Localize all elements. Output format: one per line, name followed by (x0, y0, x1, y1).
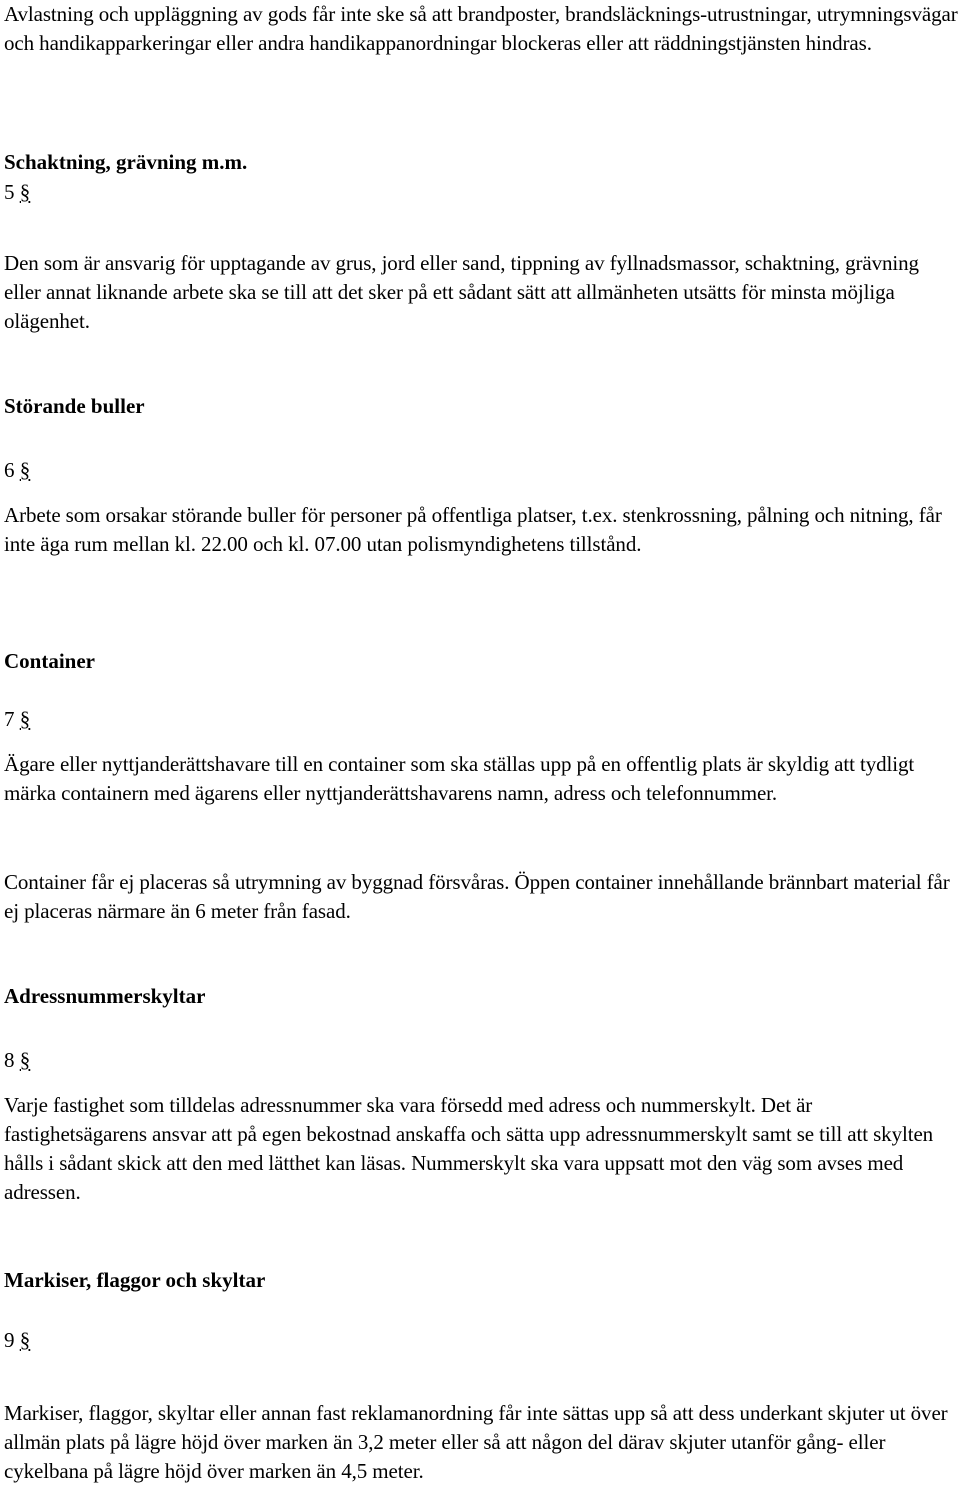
intro-paragraph: Avlastning och uppläggning av gods får inte ske så att brandposter, brandsläcknings-utrustningar, utrymningsvägar och handikapparkeringar eller andra handikappanordningar blockeras eller att räddningstjänsten hindras. (4, 2, 958, 55)
section-number-7: 7 § (4, 707, 31, 731)
section-heading-markiser: Markiser, flaggor och skyltar (4, 1268, 266, 1292)
paragraph-sign: § (19, 180, 31, 204)
section-7-paragraph-1: Ägare eller nyttjanderättshavare till en container som ska ställas upp på en offentlig plats är skyldig att tydligt märka containern med ägarens eller nyttjanderättshavarens namn, adress och telefonnummer. (4, 752, 915, 805)
section-7-paragraph-2: Container får ej placeras så utrymning av byggnad försvåras. Öppen container innehållande brännbart material får ej placeras närmare än 6 meter från fasad. (4, 870, 950, 923)
section-number-5: 5 § (4, 180, 31, 204)
section-5-paragraph: Den som är ansvarig för upptagande av grus, jord eller sand, tippning av fyllnadsmassor, schaktning, grävning eller annat liknande arbete ska se till att det sker på ett sådant sätt att allmänheten utsätts för minsta möjliga olägenhet. (4, 251, 919, 333)
paragraph-sign: § (19, 458, 31, 482)
section-9-paragraph: Markiser, flaggor, skyltar eller annan fast reklamanordning får inte sättas upp så att dess underkant skjuter ut över allmän plats på lägre höjd över marken än 3,2 meter eller så att någon del därav skjuter utanför gång- eller cykelbana på lägre höjd över marken än 4,5 meter. (4, 1401, 948, 1483)
section-number-9: 9 § (4, 1328, 31, 1352)
section-heading-storande-buller: Störande buller (4, 394, 145, 418)
section-6-paragraph: Arbete som orsakar störande buller för personer på offentliga platser, t.ex. stenkrossning, pålning och nitning, får inte äga rum mellan kl. 22.00 och kl. 07.00 utan polismyndighetens tillstånd. (4, 503, 942, 556)
section-heading-container: Container (4, 649, 95, 673)
section-heading-adressnummerskyltar: Adressnummerskyltar (4, 984, 206, 1008)
section-heading-schaktning: Schaktning, grävning m.m. (4, 150, 248, 174)
paragraph-sign: § (19, 1328, 31, 1352)
section-number-6: 6 § (4, 458, 31, 482)
section-number-8: 8 § (4, 1048, 31, 1072)
paragraph-sign: § (19, 1048, 31, 1072)
paragraph-sign: § (19, 707, 31, 731)
section-8-paragraph: Varje fastighet som tilldelas adressnummer ska vara försedd med adress och nummerskylt. Det är fastighetsägarens ansvar att på egen bekostnad anskaffa och sätta upp adressnummerskylt samt se till att skylten hålls i sådant skick att den med lätthet kan läsas. Nummerskylt ska vara uppsatt mot den väg som avses med adressen. (4, 1093, 934, 1204)
